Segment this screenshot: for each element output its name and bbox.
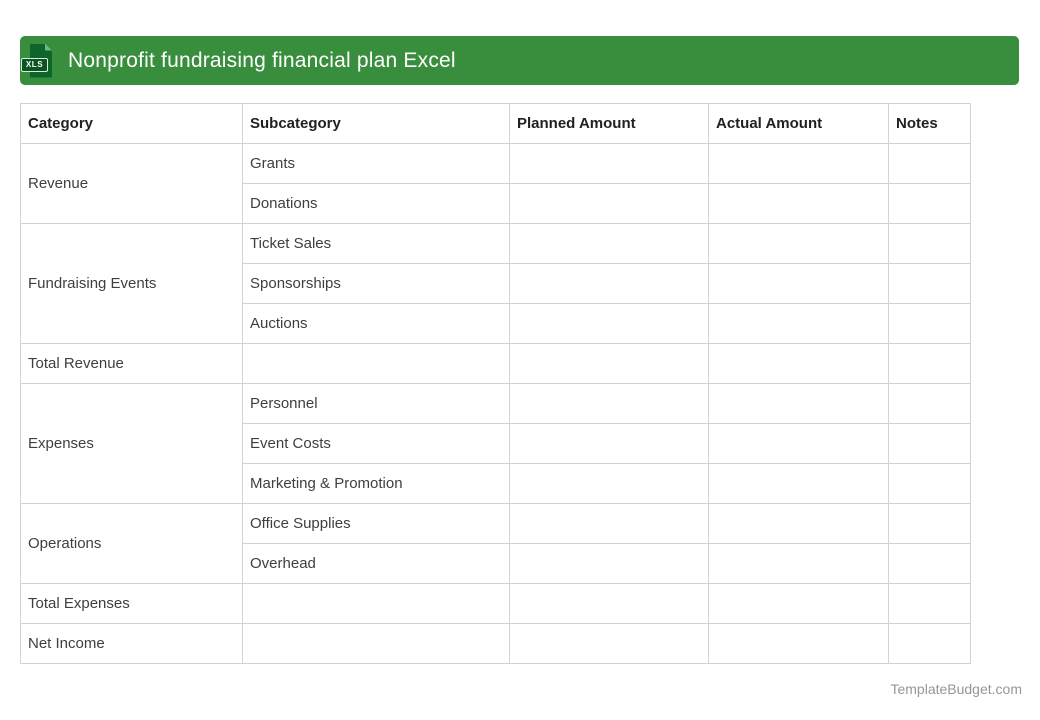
category-cell: Revenue [21,144,243,224]
subcategory-cell: Marketing & Promotion [243,464,510,504]
actual-amount-cell [709,544,889,584]
subcategory-cell: Event Costs [243,424,510,464]
table-row [21,144,971,184]
table-row [21,224,971,264]
planned-amount-cell [510,264,709,304]
actual-amount-cell [709,464,889,504]
subcategory-cell: Auctions [243,304,510,344]
notes-cell [889,144,971,184]
column-header-category: Category [21,104,243,144]
actual-amount-cell [709,184,889,224]
planned-amount-cell [510,464,709,504]
financial-plan-table [20,103,971,664]
table-row [21,344,971,384]
notes-cell [889,304,971,344]
notes-cell [889,424,971,464]
actual-amount-cell [709,144,889,184]
notes-cell [889,624,971,664]
category-cell: Fundraising Events [21,224,243,344]
subcategory-cell: Personnel [243,384,510,424]
actual-amount-cell [709,264,889,304]
subcategory-cell: Office Supplies [243,504,510,544]
planned-amount-cell [510,504,709,544]
subcategory-cell [243,584,510,624]
planned-amount-cell [510,144,709,184]
notes-cell [889,504,971,544]
planned-amount-cell [510,184,709,224]
actual-amount-cell [709,384,889,424]
category-cell: Net Income [21,624,243,664]
table-row [21,504,971,544]
table-row [21,584,971,624]
table-row [21,624,971,664]
notes-cell [889,264,971,304]
actual-amount-cell [709,504,889,544]
subcategory-cell [243,344,510,384]
actual-amount-cell [709,624,889,664]
category-cell: Total Expenses [21,584,243,624]
title-banner [20,36,1019,85]
subcategory-cell [243,624,510,664]
notes-cell [889,184,971,224]
column-header-subcategory: Subcategory [243,104,510,144]
category-cell: Total Revenue [21,344,243,384]
actual-amount-cell [709,304,889,344]
actual-amount-cell [709,224,889,264]
planned-amount-cell [510,624,709,664]
notes-cell [889,344,971,384]
subcategory-cell: Overhead [243,544,510,584]
planned-amount-cell [510,304,709,344]
notes-cell [889,384,971,424]
notes-cell [889,224,971,264]
notes-cell [889,544,971,584]
page-title: Nonprofit fundraising financial plan Excel [68,48,456,72]
table-row [21,384,971,424]
subcategory-cell: Sponsorships [243,264,510,304]
financial-plan-table-container [20,103,971,664]
actual-amount-cell [709,344,889,384]
site-credit: TemplateBudget.com [890,681,1022,697]
planned-amount-cell [510,224,709,264]
column-header-actual-amount: Actual Amount [709,104,889,144]
category-cell: Operations [21,504,243,584]
column-header-notes: Notes [889,104,971,144]
planned-amount-cell [510,424,709,464]
planned-amount-cell [510,544,709,584]
xls-file-icon [25,44,52,78]
notes-cell [889,464,971,504]
subcategory-cell: Ticket Sales [243,224,510,264]
subcategory-cell: Donations [243,184,510,224]
actual-amount-cell [709,584,889,624]
notes-cell [889,584,971,624]
planned-amount-cell [510,384,709,424]
category-cell: Expenses [21,384,243,504]
actual-amount-cell [709,424,889,464]
header-row [21,104,971,144]
xls-badge-label: XLS [21,58,48,72]
planned-amount-cell [510,584,709,624]
document-fold-corner [45,44,52,51]
column-header-planned-amount: Planned Amount [510,104,709,144]
subcategory-cell: Grants [243,144,510,184]
planned-amount-cell [510,344,709,384]
